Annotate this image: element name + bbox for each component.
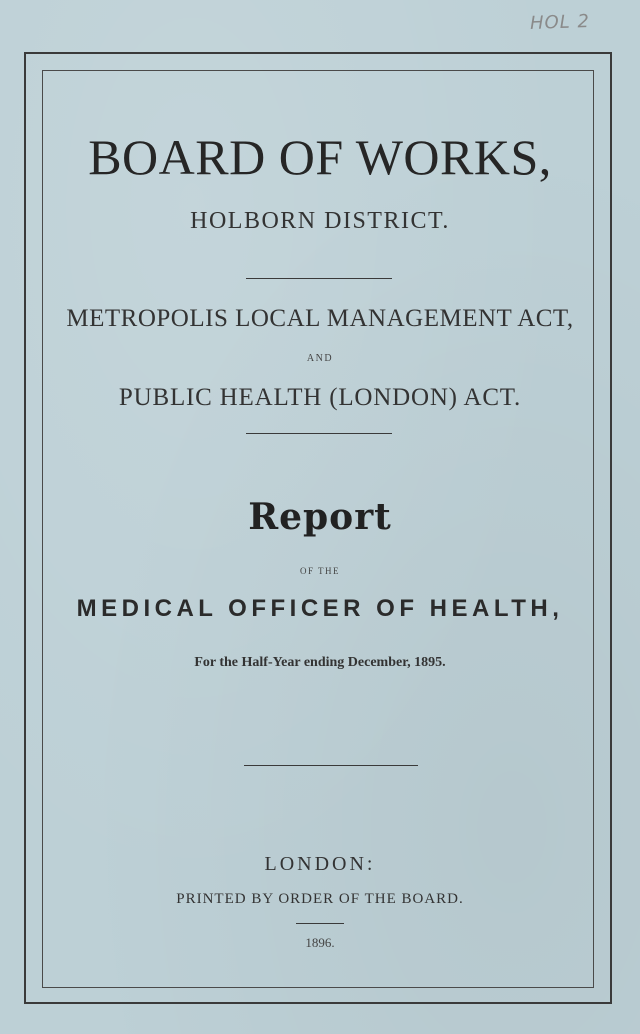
document-title: BOARD OF WORKS, (88, 129, 552, 185)
report-period: For the Half-Year ending December, 1895. (194, 655, 446, 670)
divider-rule (296, 923, 344, 924)
district-subtitle: HOLBORN DISTRICT. (190, 208, 450, 234)
divider-rule (246, 433, 392, 434)
conjunction-and: AND (306, 353, 334, 364)
officer-title: MEDICAL OFFICER OF HEALTH, (76, 595, 564, 622)
of-the-label: OF THE (299, 566, 341, 576)
divider-rule (244, 765, 418, 766)
act-secondary: PUBLIC HEALTH (LONDON) ACT. (118, 384, 522, 411)
report-heading: Report (248, 496, 392, 538)
divider-rule (246, 278, 392, 279)
act-primary: METROPOLIS LOCAL MANAGEMENT ACT, (66, 305, 574, 332)
imprint-printed-by: PRINTED BY ORDER OF THE BOARD. (176, 891, 464, 907)
handwritten-annotation: HOL 2 (529, 10, 591, 35)
imprint-year: 1896. (305, 935, 335, 950)
imprint-place: LONDON: (264, 853, 376, 875)
